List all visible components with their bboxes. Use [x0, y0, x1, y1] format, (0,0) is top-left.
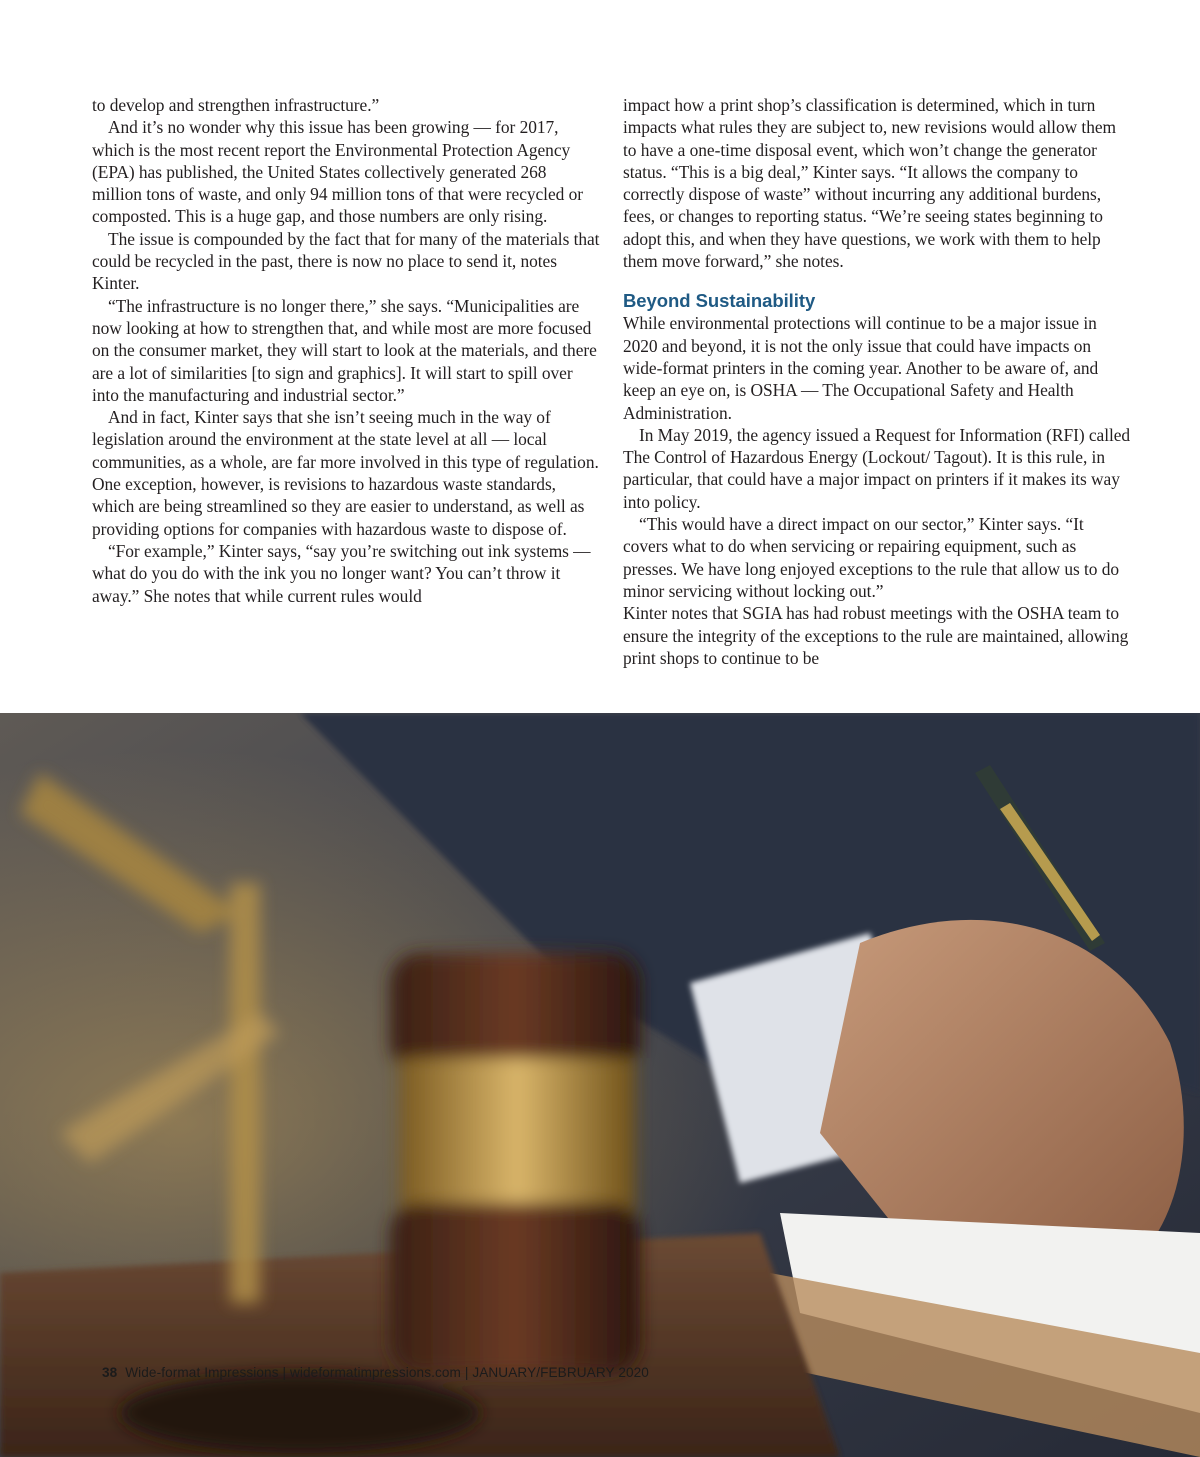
right-text-column — [623, 94, 1131, 669]
footer-publication-line: Wide-format Impressions | wideformatimpressions.com | JANUARY/FEBRUARY 2020 — [125, 1365, 649, 1380]
section-heading: Beyond Sustainability — [623, 290, 816, 312]
body-paragraph: The issue is compounded by the fact that for many of the materials that could be recycled in the past, there is now no place to send it, notes Kinter. — [92, 228, 600, 294]
body-paragraph: impact how a print shop’s classification is determined, which in turn impacts what rules they are subject to, new revisions would allow them to have a one-time disposal event, which won’t change the generator status. “This is a big deal,” Kinter says. “It allows the company to correctly dispose of waste” without incurring any additional burdens, fees, or changes to reporting status. “We’re seeing states beginning to adopt this, and when they have questions, we work with them to help them move forward,” she notes. — [623, 95, 1116, 272]
body-paragraph: “This would have a direct impact on our sector,” Kinter says. “It covers what to do when servicing or repairing equipment, such as presses. We have long enjoyed exceptions to the rule that allow us to do minor servicing without locking out.” — [623, 514, 1119, 601]
body-paragraph: Kinter notes that SGIA has had robust meetings with the OSHA team to ensure the integrity of the exceptions to the rule are maintained, allowing print shops to continue to be — [623, 603, 1129, 668]
body-paragraph: And it’s no wonder why this issue has been growing — for 2017, which is the most recent report the Environmental Protection Agency (EPA) has published, the United States collectively generated 268 million tons of waste, and only 94 million tons of that were recycled or composted. This is a huge gap, and those numbers are only rising. — [92, 117, 583, 227]
gavel-and-signing-photo — [0, 713, 1200, 1457]
body-paragraph: In May 2019, the agency issued a Request for Information (RFI) called The Control of Hazardous Energy (Lockout/ Tagout). It is this rule, in particular, that could have a major impact on printers if it makes its way into policy. — [623, 424, 1131, 512]
body-paragraph: “The infrastructure is no longer there,” she says. “Municipalities are now looking at how to strengthen that, and while most are more focused on the consumer market, they will start to look at the materials, and there are a lot of similarities [to sign and graphics]. It will start to spill over into the manufacturing and industrial sector.” — [92, 295, 597, 405]
body-paragraph: And in fact, Kinter says that she isn’t seeing much in the way of legislation around the environment at the state level at all — local communities, as a whole, are far more involved in this type of regulation. One exception, however, is revisions to hazardous waste standards, which are being streamlined so they are easier to understand, as well as providing options for companies with hazardous waste to dispose of. — [92, 407, 599, 539]
left-text-column — [92, 94, 600, 607]
body-paragraph: “For example,” Kinter says, “say you’re switching out ink systems — what do you do with the ink you no longer want? You can’t throw it away.” She notes that while current rules would — [92, 540, 591, 606]
body-paragraph: While environmental protections will continue to be a major issue in 2020 and beyond, it is not the only issue that could have impacts on wide-format printers in the coming year. Another to be aware of, and keep an eye on, is OSHA — The Occupational Safety and Health Administration. — [623, 313, 1099, 423]
page-number: 38 — [102, 1365, 118, 1380]
body-paragraph: to develop and strengthen infrastructure.” — [92, 95, 380, 115]
page-footer — [102, 1365, 649, 1380]
